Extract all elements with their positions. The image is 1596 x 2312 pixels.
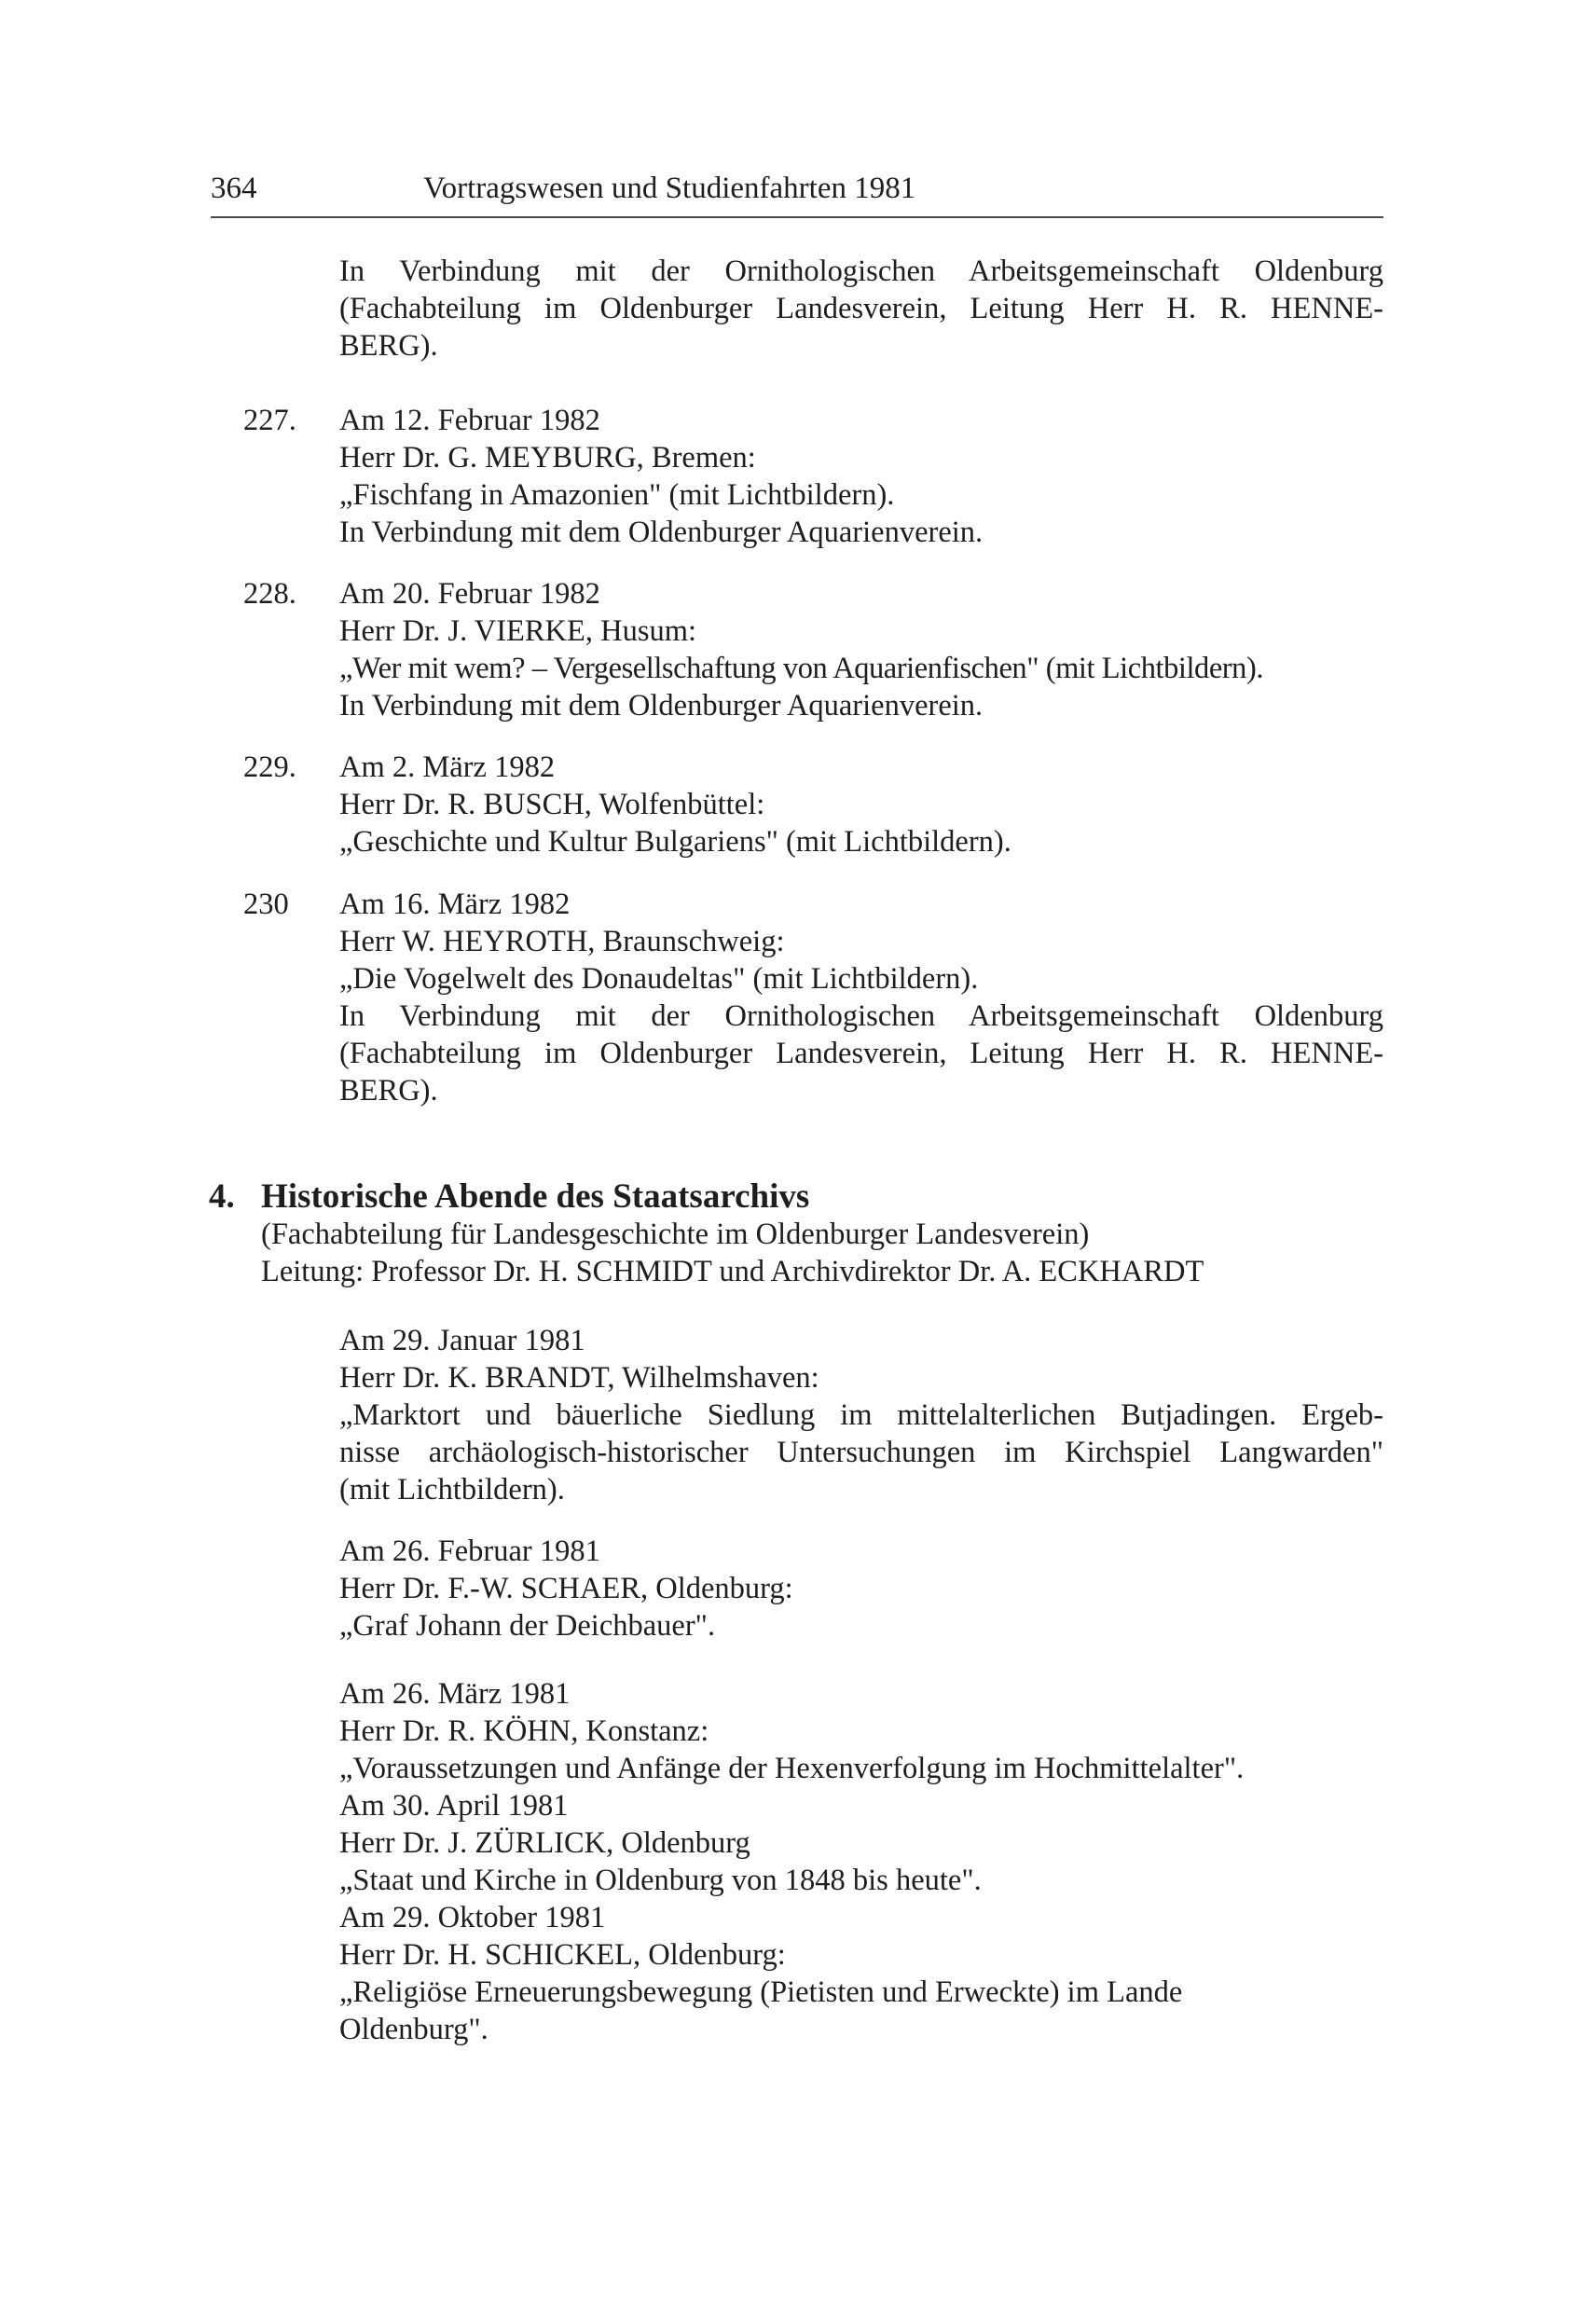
lecture-speaker: Herr Dr. H. SCHICKEL, Oldenburg: [339,1938,786,1972]
running-title: Vortragswesen und Studienfahrten 1981 [423,172,916,205]
lecture-entry-227 [243,402,1390,551]
entry-number: 228. [243,577,296,611]
historic-lecture-2 [339,1533,1383,1645]
entry-number: 230 [243,888,289,921]
lecture-speaker: Herr Dr. F.-W. SCHAER, Oldenburg: [339,1572,793,1605]
lecture-title: „Graf Johann der Deichbauer". [339,1609,716,1643]
lecture-date: Am 30. April 1981 [339,1789,569,1823]
entry-note: In Verbindung mit dem Oldenburger Aquarienverein. [339,689,984,722]
entry-date: Am 20. Februar 1982 [339,577,600,611]
lecture-date: Am 26. März 1981 [339,1677,571,1711]
page-number: 364 [211,172,257,205]
entry-date: Am 12. Februar 1982 [339,404,600,437]
entry-number: 229. [243,750,296,784]
entry-body [339,749,1011,860]
entry-title: „Wer mit wem? – Vergesellschaftung von Aquarienfischen" (mit Lichtbildern). [339,652,1264,685]
lecture-entry-229 [243,749,1390,860]
lecture-title: nisse archäologisch-historischer Untersuchungen im Kirchspiel Langwarden" [339,1436,1383,1469]
lecture-title: „Marktort und bäuerliche Siedlung im mittelalterlichen Butjadingen. Ergeb- [339,1398,1383,1432]
entry-note: In Verbindung mit dem Oldenburger Aquarienverein. [339,516,984,549]
entry-speaker: Herr Dr. R. BUSCH, Wolfenbüttel: [339,788,765,821]
historic-lecture-3 [339,1675,1383,2048]
lecture-title: „Voraussetzungen und Anfänge der Hexenverfolgung im Hochmittelalter". [339,1752,1245,1785]
lecture-entry-230 [243,886,1390,1109]
text-line: (Fachabteilung im Oldenburger Landesverein, Leitung Herr H. R. HENNE- [339,292,1383,325]
section-subtitle-line: (Fachabteilung für Landesgeschichte im Oldenburger Landesverein) [261,1218,1090,1251]
entry-note: In Verbindung mit der Ornithologischen Arbeitsgemeinschaft Oldenburg [339,999,1383,1033]
section-subtitle [261,1216,1398,1290]
continuation-paragraph [339,253,1383,365]
lecture-title: (mit Lichtbildern). [339,1473,565,1507]
section-heading [209,1177,809,1218]
entry-speaker: Herr W. HEYROTH, Braunschweig: [339,925,785,958]
entry-number: 227. [243,404,296,437]
lecture-speaker: Herr Dr. K. BRANDT, Wilhelmshaven: [339,1361,819,1395]
entry-title: „Die Vogelwelt des Donaudeltas" (mit Lichtbildern). [339,962,979,996]
entry-title: „Fischfang in Amazonien" (mit Lichtbildern). [339,478,895,512]
entry-note: BERG). [339,1074,438,1108]
section-title: Historische Abende des Staatsarchivs [261,1177,810,1216]
lecture-date: Am 29. Oktober 1981 [339,1901,606,1934]
lecture-entry-228 [243,575,1399,724]
entry-date: Am 2. März 1982 [339,750,556,784]
lecture-title: Oldenburg". [339,2013,488,2046]
text-line: In Verbindung mit der Ornithologischen Arbeitsgemeinschaft Oldenburg [339,255,1383,288]
lecture-speaker: Herr Dr. J. ZÜRLICK, Oldenburg [339,1826,750,1860]
lecture-date: Am 26. Februar 1981 [339,1534,600,1568]
section-number: 4. [209,1177,235,1216]
entry-note: (Fachabteilung im Oldenburger Landesverein, Leitung Herr H. R. HENNE- [339,1037,1383,1070]
lecture-date: Am 29. Januar 1981 [339,1324,585,1357]
entry-body [339,886,1383,1109]
historic-lecture-1 [339,1322,1383,1508]
entry-speaker: Herr Dr. J. VIERKE, Husum: [339,614,697,648]
entry-title: „Geschichte und Kultur Bulgariens" (mit Lichtbildern). [339,825,1011,859]
page-header [211,164,1383,218]
text-line: BERG). [339,329,438,363]
entry-speaker: Herr Dr. G. MEYBURG, Bremen: [339,441,756,475]
lecture-title: „Staat und Kirche in Oldenburg von 1848 bis heute". [339,1864,982,1897]
entry-body [339,402,983,551]
lecture-speaker: Herr Dr. R. KÖHN, Konstanz: [339,1714,709,1748]
lecture-title: „Religiöse Erneuerungsbewegung (Pietisten und Erweckte) im Lande [339,1975,1183,2009]
section-subtitle-line: Leitung: Professor Dr. H. SCHMIDT und Archivdirektor Dr. A. ECKHARDT [261,1255,1204,1288]
entry-date: Am 16. März 1982 [339,888,571,921]
entry-body [339,575,1263,724]
